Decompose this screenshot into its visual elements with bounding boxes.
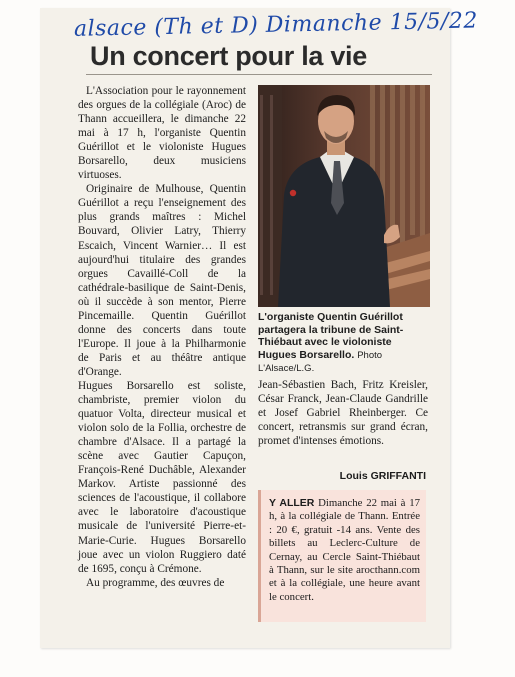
musicians-photo: [258, 85, 430, 307]
caption-text: L'organiste Quentin Guérillot partagera la tribune de Saint-Thiébaut avec le violoniste Hugues Borsarello.: [258, 311, 404, 361]
photo-illustration: [258, 85, 430, 307]
info-box: [258, 490, 426, 622]
info-box-keyword: Y ALLER: [269, 497, 315, 509]
headline-rule: [86, 74, 432, 75]
paragraph-intro: L'Association pour le rayonnement des orgues de la collégiale (Aroc) de Thann accueillera, le dimanche 22 mai à 17 h, l'organiste Quentin Guérillot et le violoniste Hugues Borsarello, deux musiciens virtuoses.: [78, 85, 246, 182]
paragraph-program: Jean-Sébastien Bach, Fritz Kreisler, César Franck, Jean-Claude Gandrille et Josef Gabriel Rheinberger. Ce concert, retransmis sur grand écran, promet d'intenses émotions.: [258, 379, 428, 448]
paragraph-organist: Originaire de Mulhouse, Quentin Guérillot a reçu l'enseignement des plus grands maîtres : Michel Bouvard, Olivier Latry, Thierry Escaich, Vincent Warnier… Il est aujourd'hui titulaire des grandes orgues Cavaillé-Coll de la cathédrale-basilique de Saint-Denis, où il succède à son mentor, Pierre Pincemaille. Quentin Guérillot donne des concerts dans toute l'Europe. Il joue à la Philharmonie de Paris et au théâtre antique d'Orange.: [78, 183, 246, 378]
article-headline: Un concert pour la vie: [90, 41, 367, 71]
photo-caption: [258, 311, 430, 376]
handwritten-annotation: alsace (Th et D) Dimanche 15/5/22: [73, 8, 479, 42]
article-body-left: [78, 84, 246, 590]
photo-credit: Photo L'Alsace/L.G.: [258, 349, 383, 375]
article-body-right: [258, 378, 428, 448]
paragraph-program-start: Au programme, des œuvres de: [86, 576, 225, 589]
paragraph-violinist: Hugues Borsarello est soliste, chambriste, premier violon du quatuor Volta, directeur musical et violon solo de la Follia, orchestre de chambre d'Alsace. Il a partagé la scène avec Gautier Capuçon, François-René Duchâble, Alexander Markov. Artiste passionné des sciences de l'acoustique, il collabore avec le laboratoire d'acoustique musicale de l'université Pierre-et-Marie-Curie. Hugues Borsarello joue avec un violon Ruggiero daté de 1695, conçu à Crémone.: [78, 379, 246, 575]
info-box-text: Dimanche 22 mai à 17 h, à la collégiale de Thann. Entrée : 20 €, gratuit -14 ans. Vente des billets au Leclerc-Culture de Cernay, au Cercle Saint-Thiébaut à Thann, sur le site arocthann.com et à la collégiale, une heure avant le concert.: [269, 497, 420, 603]
author-byline: Louis GRIFFANTI: [339, 470, 426, 482]
